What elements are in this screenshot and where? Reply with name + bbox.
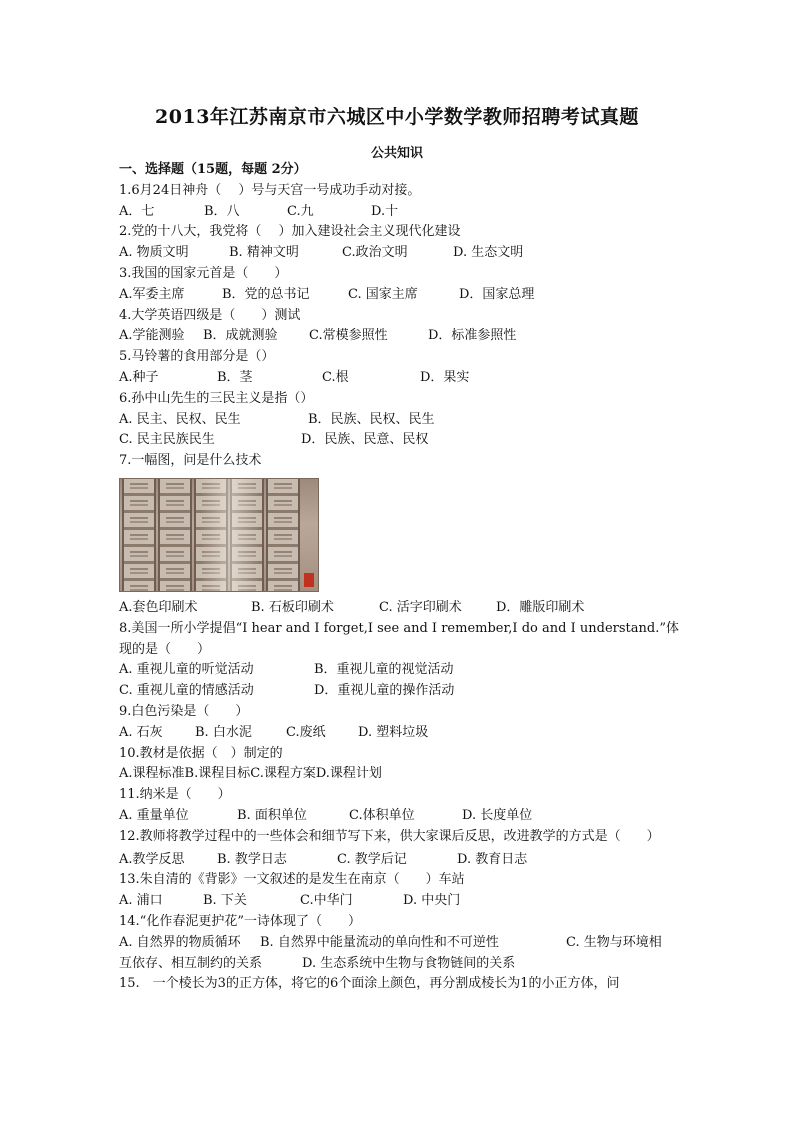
option-b: B. 白水泥 — [195, 724, 252, 740]
option-c: C.政治文明 — [342, 245, 408, 261]
option-a: A.种子 — [119, 369, 159, 385]
option-d: D．雕版印刷术 — [496, 599, 585, 615]
option-d: D．国家总理 — [459, 286, 535, 302]
option-a: A. 重视儿童的听觉活动 — [119, 662, 254, 678]
option-d: D．标准参照性 — [428, 328, 517, 344]
option-b: B．党的总书记 — [222, 286, 310, 302]
option-b: B. 精神文明 — [229, 245, 299, 261]
option-b: B. 教学日志 — [217, 851, 287, 867]
option-b: B. 下关 — [203, 893, 247, 909]
question-10-options — [119, 764, 679, 785]
option-a: A.军委主席 — [119, 286, 185, 302]
question-5-options — [119, 368, 679, 389]
option-d: D．果实 — [420, 369, 470, 385]
option-b: B．民族、民权、民生 — [308, 411, 435, 427]
question-7: 7.一幅图，问是什么技术 — [119, 453, 262, 469]
option-a: A.课程标准 — [119, 766, 185, 782]
option-b: B. 自然界中能量流动的单向性和不可逆性 — [260, 934, 499, 950]
option-a: A. 自然界的物质循环 — [119, 934, 241, 950]
option-b: B．八 — [204, 203, 240, 219]
option-b: B．成就测验 — [203, 328, 278, 344]
option-b: B．茎 — [217, 369, 253, 385]
question-13: 13.朱自清的《背影》一文叙述的是发生在南京（ ）车站 — [119, 872, 465, 888]
question-12-options — [119, 850, 679, 871]
question-1: 1.6月24日神舟（ ）号与天宫一号成功手动对接。 — [119, 182, 421, 198]
option-b: B. 石板印刷术 — [251, 599, 334, 615]
question-8-options-row1 — [119, 660, 679, 681]
question-11: 11.纳米是（ ） — [119, 787, 231, 803]
option-d: D．民族、民意、民权 — [301, 432, 429, 448]
option-a: A. 石灰 — [119, 724, 163, 740]
option-d: D. 教育日志 — [457, 851, 528, 867]
option-a: A. 物质文明 — [119, 245, 189, 261]
option-d: D. 生态文明 — [453, 245, 524, 261]
option-b: B．重视儿童的视觉活动 — [314, 662, 454, 678]
question-3: 3.我国的国家元首是（ ） — [119, 265, 288, 281]
option-a: A. 浦口 — [119, 893, 163, 909]
option-c: C. 重视儿童的情感活动 — [119, 683, 254, 699]
option-a: A.套色印刷术 — [119, 599, 198, 615]
option-c: C.体积单位 — [349, 807, 415, 823]
option-c-end: 互依存、相互制约的关系 — [119, 955, 263, 971]
option-c: C.常模参照性 — [309, 328, 388, 344]
option-d: D. 中央门 — [403, 893, 461, 909]
question-6-options-row2 — [119, 430, 679, 451]
page-title: 2013年江苏南京市六城区中小学数学教师招聘考试真题 — [155, 106, 639, 128]
option-d: D.十 — [371, 203, 399, 219]
movable-type-photo — [119, 478, 319, 592]
question-13-options — [119, 891, 679, 912]
question-9: 9.白色污染是（ ） — [119, 703, 249, 719]
question-7-options — [119, 598, 679, 619]
option-c: C.废纸 — [286, 724, 326, 740]
option-d: D．重视儿童的操作活动 — [314, 683, 455, 699]
question-14-options-row2 — [119, 954, 679, 975]
option-a: A.教学反思 — [119, 851, 185, 867]
question-5: 5.马铃薯的食用部分是（） — [119, 349, 275, 365]
option-c: C.根 — [322, 369, 349, 385]
question-list — [119, 160, 679, 995]
option-c: C.中华门 — [300, 893, 353, 909]
question-14-options-row1 — [119, 933, 679, 954]
question-10: 10.教材是依据（ ）制定的 — [119, 745, 283, 761]
option-c: C. 教学后记 — [337, 851, 407, 867]
option-a: A．七 — [119, 203, 155, 219]
option-a: A.学能测验 — [119, 328, 185, 344]
option-b: B.课程目标 — [184, 766, 251, 782]
question-2: 2.党的十八大，我党将（ ）加入建设社会主义现代化建设 — [119, 224, 461, 240]
option-c: C. 国家主席 — [348, 286, 418, 302]
option-b: B. 面积单位 — [237, 807, 307, 823]
option-d: D.课程计划 — [315, 766, 382, 782]
question-8-options-row2 — [119, 681, 679, 702]
question-2-options — [119, 243, 679, 264]
question-6-options-row1 — [119, 410, 679, 431]
option-c: C. 民主民族民生 — [119, 432, 215, 448]
option-a: A. 民主、民权、民生 — [119, 411, 241, 427]
question-14: 14.“化作春泥更护花”一诗体现了（ ） — [119, 913, 361, 929]
section-heading: 一、选择题（15题，每题 2分） — [119, 162, 307, 177]
question-15: 15. 一个棱长为3的正方体，将它的6个面涂上颜色，再分割成棱长为1的小正方体，问 — [119, 976, 620, 992]
option-d: D. 塑料垃圾 — [358, 724, 429, 740]
question-4-options — [119, 326, 679, 347]
option-c: C.课程方案 — [250, 766, 316, 782]
question-6: 6.孙中山先生的三民主义是指（） — [119, 390, 314, 406]
question-1-options — [119, 202, 679, 223]
option-d: D. 长度单位 — [462, 807, 533, 823]
question-3-options — [119, 285, 679, 306]
option-a: A. 重量单位 — [119, 807, 189, 823]
question-9-options — [119, 723, 679, 744]
option-c: C. 活字印刷术 — [379, 599, 462, 615]
option-c: C.九 — [287, 203, 314, 219]
question-4: 4.大学英语四级是（ ）测试 — [119, 307, 301, 323]
question-12: 12.教师将教学过程中的一些体会和细节写下来，供大家课后反思，改进教学的方式是（ ） — [119, 828, 660, 844]
page-subtitle: 公共知识 — [370, 146, 423, 161]
question-11-options — [119, 806, 679, 827]
option-d: D. 生态系统中生物与食物链间的关系 — [302, 955, 516, 971]
option-c-start: C. 生物与环境相 — [566, 934, 662, 950]
question-8: 8.美国一所小学提倡“I hear and I forget,I see and I remember,I do and I understand.”体现的是（ ） — [119, 620, 679, 657]
